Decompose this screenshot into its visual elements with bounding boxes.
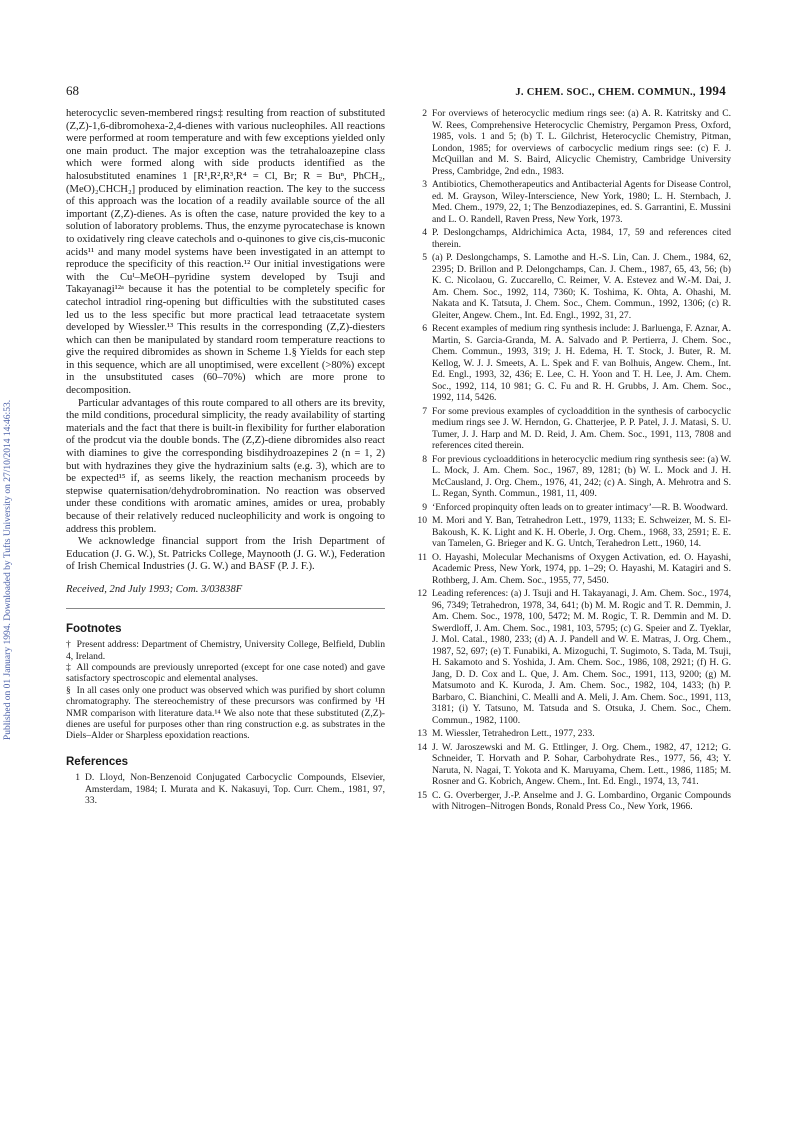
reference-text: P. Deslongchamps, Aldrichimica Acta, 1984, 17, 59 and references cited therein. xyxy=(432,227,731,250)
reference-item xyxy=(413,742,731,788)
reference-text: D. Lloyd, Non-Benzenoid Conjugated Carbocyclic Compounds, Elsevier, Amsterdam, 1984; I. Murata and K. Nakasuyi, Top. Curr. Chem., 1981, 97, 33. xyxy=(85,772,385,807)
acknowledgement-paragraph: We acknowledge financial support from the Irish Department of Education (J. G. W.), St. Patricks College, Maynooth (J. G. W.), Federation of Irish Chemical Industries (J. G. W.) and BASF (P. J. F.). xyxy=(66,536,385,573)
journal-name: J. CHEM. SOC., CHEM. COMMUN., xyxy=(515,87,696,98)
footnote-item xyxy=(66,685,385,742)
reference-item xyxy=(413,515,731,550)
reference-item xyxy=(413,502,731,514)
reference-text: (a) P. Deslongchamps, S. Lamothe and H.-S. Lin, Can. J. Chem., 1984, 62, 2395; D. Brillon and P. Delongchamps, Can. J. Chem., 1987, 65, 43, 56; (b) K. C. Nicolaou, G. Zuccarello, C. Reimer, V. A. Estevez and W.-M. Dai, J. Am. Chem. Soc., 1992, 114, 7360; K. Toshima, K. Ohta, A. Ohashi, M. Nakata and K. Tatsuta, J. Chem. Soc., Chem. Commun., 1992, 1306; (c) R. Gleiter, Angew. Chem., Int. Ed. Engl., 1992, 31, 27. xyxy=(432,252,731,321)
reference-number: 7 xyxy=(422,405,427,417)
footnotes-heading: Footnotes xyxy=(66,622,122,635)
body-paragraph-1: heterocyclic seven-membered rings‡ resulting from reaction of substituted (Z,Z)-1,6-dibromohexa-2,4-dienes with various nucleophiles. All reactions were performed at room temperature and with few exceptions yielded only one main product. The major exception was the tetrahaloazepine class which were formed along with side products identified as the halosubstituted enamines 1 [R¹,R²,R³,R⁴ = Cl, Br; R = Buⁿ, PhCH₂, (MeO)₂CHCH₂] produced by elimination reaction. The key to the success of this approach was the location of a readily available source of the all important (Z,Z)-dienes. As is often the case, nature provided the key to a solution of laboratory problems. Thus, the enzyme pyrocatechase is known to oxidatively ring cleave catechols and o-quinones to give cis,cis-muconic acids¹¹ and many model systems have been investigated in an attempt to reproduce the specificity of this reaction.¹² Our initial investigations were with the Cuᴵ–MeOH–pyridine system developed by Tsuji and Takayanagi¹²ᵃ because it has the potential to be completely specific for catechol intradiol ring-opening but difficulties with the substituted cases led us to the less specific but more practical lead tetraacetate system developed by Wiessler.¹³ This results in the corresponding (Z,Z)-diesters which can then be manipulated by standard room temperature reactions to give the required dibromides as shown in Scheme 1.§ Yields for each step in this sequence, which are all unoptimised, were excellent (>80%) except in the unsubstituted cases (60–70%) which are more prone to decomposition. xyxy=(66,108,385,397)
reference-item xyxy=(413,108,731,177)
section-divider xyxy=(66,608,385,609)
page-number: 68 xyxy=(66,83,79,98)
body-paragraph-2: Particular advantages of this route compared to all others are its brevity, the mild conditions, procedural simplicity, the ready availability of starting materials and the fact that there is built-in flexibility for further elaboration of the prodcut via the double bonds. The (Z,Z)-diene dibromides also react with diamines to give the corresponding bisdihydroazepines 2 (n = 1, 2) but with hydrazines they give the hydrazinium salts (e.g. 3), which are to be expected¹⁵ if, as seems likely, the reaction mechanism proceeds by stepwise quaternisation/dehydrobromination. No reaction was observed under these conditions with aromatic amines, amides or urea, probably because of their relatively reduced nucleophilicity and work is ongoing to address this problem. xyxy=(66,397,385,535)
reference-number: 9 xyxy=(422,501,427,513)
running-head xyxy=(515,83,726,99)
footnote-text: Present address: Department of Chemistry, University College, Belfield, Dublin 4, Ireland. xyxy=(66,639,385,662)
reference-text: Antibiotics, Chemotherapeutics and Antibacterial Agents for Disease Control, ed. M. Grayson, Wiley-Interscience, New York, 1980; L. H. Sternbach, J. Med. Chem., 1979, 22, 1; The Benzodiazepines, ed. S. Garrantini, E. Mussini and L. O. Randell, Raven Press, New York, 1973. xyxy=(432,179,731,225)
reference-item xyxy=(413,552,731,587)
reference-text: For previous cycloadditions in heterocyclic medium ring synthesis see: (a) W. L. Mock, J. Am. Chem. Soc., 1967, 89, 1281; (b) W. L. Mock and J. H. McCausland, J. Org. Chem., 1976, 41, 242; (c) A. Singh, A. Mehrotra and S. L. Regan, Synth. Commun., 1981, 11, 409. xyxy=(432,453,731,499)
reference-text: O. Hayashi, Molecular Mechanisms of Oxygen Activation, ed. O. Hayashi, Academic Press, New York, 1974, pp. 1–29; O. Hayashi, M. Katagiri and S. Rothberg, J. Am. Chem. Soc., 1955, 77, 5450. xyxy=(432,551,731,586)
footnotes-list xyxy=(66,639,385,742)
reference-text: For some previous examples of cycloaddition in the synthesis of carbocyclic medium rings see J. W. Herndon, G. Chatterjee, P. P. Patel, J. J. Matasi, S. U. Tumer, J. J. Harp and M. D. Reid, J. Am. Chem. Soc., 1991, 113, 7808 and references cited therein. xyxy=(432,405,731,451)
download-stamp-text: Published on 01 January 1994. Downloaded by Tufts University on 27/10/2014 14:46:53. xyxy=(3,399,13,741)
footnote-mark: † xyxy=(66,639,71,651)
footnote-item xyxy=(66,639,385,662)
reference-number: 5 xyxy=(422,252,427,263)
received-line: Received, 2nd July 1993; Com. 3/03838F xyxy=(66,583,243,595)
reference-item xyxy=(413,323,731,404)
journal-year: 1994 xyxy=(698,83,726,98)
reference-text: Leading references: (a) J. Tsuji and H. Takayanagi, J. Am. Chem. Soc., 1974, 96, 7349; Tetrahedron, 1978, 34, 641; (b) M. M. Rogic and T. R. Demmin, J. Am. Chem. Soc., 1978, 100, 5472; M. M. Rogic, T. R. Demmin and M. D. Swerdloff, J. Am. Chem. Soc., 1981, 103, 5795; (c) G. Speier and Z. Tyeklar, J. Mol. Catal., 1980, 233; (d) A. J. Pandell and W. E. Matras, J. Org. Chem., 1987, 52, 697; (e) T. Funabiki, A. Mizoguchi, T. Sugimoto, S. Tada, M. Tsuji, H. Sakamoto and S. Yoshida, J. Am. Chem. Soc., 1986, 108, 2921; (f) H. G. Jang, D. D. Cox and L. Que, J. Am. Chem. Soc., 1991, 113, 9200; (g) M. Matsumoto and K. Kuroda, J. Am. Chem. Soc., 1982, 104, 1433; (h) P. Barbaro, C. Bianchini, C. Mealli and A. Meli, J. Am. Chem. Soc., 1991, 113, 3181; (i) Y. Tatsuno, M. Tatsuda and S. Otsuka, J. Chem. Soc., Chem. Commun., 1982, 1100. xyxy=(432,588,731,726)
reference-text: J. W. Jaroszewski and M. G. Ettlinger, J. Org. Chem., 1982, 47, 1212; G. Schneider, T. Horvath and P. Sohar, Carbohydrate Res., 1977, 56, 43; Y. Naruta, N. Nagai, T. Yokota and K. Maruyama, Chem. Lett., 1986, 1185; M. Rosner and G. Kobrich, Angew. Chem., Int. Ed. Engl., 1974, 13, 741. xyxy=(432,741,731,787)
reference-text: For overviews of heterocyclic medium rings see: (a) A. R. Katritsky and C. W. Rees, Comprehensive Heterocyclic Chemistry, Pergamon Press, Oxford, 1985, vols. 1 and 5; (b) T. L. Gilchrist, Heterocyclic Chemistry, Pitman, London, 1985; for overviews of carbocyclic medium rings see: (c) F. J. McQuillan and M. S. Baird, Alicyclic Chemistry, Cambridge University Press, Cambridge, 2nd edn., 1983. xyxy=(432,108,731,177)
footnote-mark: ‡ xyxy=(66,661,71,673)
reference-text: M. Mori and Y. Ban, Tetrahedron Lett., 1979, 1133; E. Schweizer, M. S. El-Bakoush, K. K. Light and K. H. Oberle, J. Org. Chem., 1968, 33, 2591; E. E. van Tamelen, G. Brieger and K. G. Untch, Terahedron Lett., 1960, 14. xyxy=(432,515,731,549)
reference-number: 3 xyxy=(422,179,427,190)
reference-number: 6 xyxy=(422,323,427,334)
reference-item xyxy=(413,454,731,500)
footnote-text: In all cases only one product was observed which was purified by short column chromatography. The stereochemistry of these precursors was confirmed by ¹H NMR comparison with literature data.¹⁴ We also note that these substituted (Z,Z)-dienes are useful for purposes other than ring construction e.g. as substrates in the Diels–Alder or Sharpless epoxidation reactions. xyxy=(66,684,385,742)
footnote-item xyxy=(66,662,385,685)
reference-number: 8 xyxy=(422,453,427,465)
download-stamp xyxy=(0,220,16,920)
reference-number: 10 xyxy=(417,515,427,526)
reference-number: 2 xyxy=(422,108,427,119)
reference-text: ‘Enforced propinquity often leads on to greater intimacy’—R. B. Woodward. xyxy=(432,501,728,513)
reference-item xyxy=(413,227,731,250)
reference-text: M. Wiessler, Tetrahedron Lett., 1977, 233. xyxy=(432,728,595,739)
reference-text: C. G. Overberger, J.-P. Anselme and J. G. Lombardino, Organic Compounds with Nitrogen–Nitrogen Bonds, Ronald Press Co., New York, 1966. xyxy=(432,789,731,812)
footnote-text: All compounds are previously unreported (except for one case noted) and gave satisfactory spectroscopic and elemental analyses. xyxy=(66,661,385,685)
reference-number: 12 xyxy=(417,588,427,599)
right-column xyxy=(413,108,731,815)
reference-item xyxy=(413,790,731,813)
reference-number: 15 xyxy=(417,789,427,801)
reference-number: 13 xyxy=(417,728,427,739)
reference-item xyxy=(413,406,731,452)
reference-item xyxy=(413,728,731,740)
reference-text: Recent examples of medium ring synthesis include: J. Barluenga, F. Aznar, A. Martin, S. Garcia-Granda, M. A. Salvado and P. Pertierra, J. Chem. Soc., Chem. Commun., 1993, 319; J. H. Edema, H. T. Stock, J. Buter, R. M. Kellog, W. J. J. Smeets, A. L. Spek and F. van Bolhuis, Angew. Chem., Int. Ed. Engl., 1993, 32, 436; E. Lee, C. H. Yoon and T. H. Lee, J. Am. Chem. Soc., 1992, 114, 10 981; G. C. Fu and R. H. Grubbs, J. Am. Chem. Soc., 1992, 114, 5426. xyxy=(432,323,731,403)
reference-item xyxy=(413,179,731,225)
reference-item xyxy=(413,252,731,321)
reference-number: 4 xyxy=(422,227,427,238)
reference-number: 1 xyxy=(75,772,80,784)
reference-item xyxy=(66,772,385,807)
references-heading: References xyxy=(66,755,129,768)
reference-number: 14 xyxy=(417,741,427,753)
footnote-mark: § xyxy=(66,684,71,696)
left-column xyxy=(66,108,385,809)
reference-item xyxy=(413,588,731,726)
reference-number: 11 xyxy=(417,551,427,563)
